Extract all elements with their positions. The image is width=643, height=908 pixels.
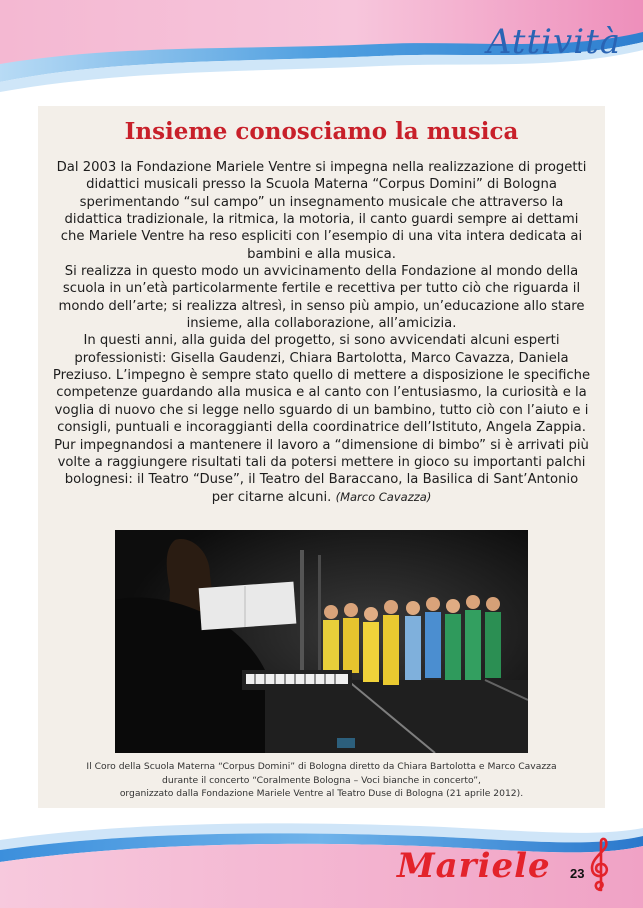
concert-photo xyxy=(115,530,528,753)
paragraph-3: In questi anni, alla guida del progetto, si sono avvicendati alcuni esperti professionisti: Gisella Gaudenzi, Chiara Bartolotta, Marco Cavazza, Daniela Preziuso. L’impegno è sempre stato quello di mettere a disposizione le specifiche competenze guardando alla musica e al canto con l’entusiasmo, la curiosità e la voglia di nuovo che si legge nello sguardo di un bambino, tutto ciò con l’aiuto e i consigli, puntuali e incoraggianti della coordinatrice dell’Istituto, Angela Zappia. xyxy=(52,333,591,436)
caption-line-3: organizzato dalla Fondazione Mariele Ventre al Teatro Duse di Bologna (21 aprile 2012). xyxy=(119,788,524,800)
article-title: Insieme conosciamo la musica xyxy=(124,118,519,145)
photo-caption xyxy=(60,760,583,801)
section-title: Attività xyxy=(486,22,621,62)
concert-photo-illustration xyxy=(115,530,528,753)
music-sheet xyxy=(199,582,297,631)
paragraph-4-text: Pur impegnandosi a mantenere il lavoro a “dimensione di bimbo” si è arrivati più volte a raggiungere risultati tali da potersi mettere in gioco su importanti palchi bolognesi: il Teatro “Duse”, il Teatro del Baraccano, la Basilica di Sant’Antonio per citarne alcuni. xyxy=(54,437,589,505)
article-body xyxy=(52,159,591,506)
paragraph-2: Si realizza in questo modo un avvicinamento della Fondazione al mondo della scuola in un’età particolarmente fertile e recettiva per tutto ciò che riguarda il mondo dell’arte; si realizza altresì, in senso più ampio, un’educazione allo stare insieme, alla collaborazione, all’amicizia. xyxy=(58,264,585,332)
article-author: (Marco Cavazza) xyxy=(335,489,432,504)
paragraph-4 xyxy=(52,437,591,506)
caption-line-2: durante il concerto “Coralmente Bologna – Voci bianche in concerto”, xyxy=(162,774,481,786)
mariele-logo: Mariele xyxy=(397,846,551,886)
caption-line-1: Il Coro della Scuola Materna “Corpus Domini” di Bologna diretto da Chiara Bartolotta e Marco Cavazza xyxy=(86,761,557,772)
paragraph-1: Dal 2003 la Fondazione Mariele Ventre si impegna nella realizzazione di progetti didattici musicali presso la Scuola Materna “Corpus Domini” di Bologna sperimentando “sul campo” un insegnamento musicale che attraverso la didattica tradizionale, la ritmica, la motoria, il canto guardi sempre ai dettami che Mariele Ventre ha reso espliciti con l’esempio di una vita intera dedicata ai bambini e alla musica. xyxy=(56,160,587,262)
treble-clef-icon xyxy=(586,836,614,892)
page-number: 23 xyxy=(570,866,585,881)
